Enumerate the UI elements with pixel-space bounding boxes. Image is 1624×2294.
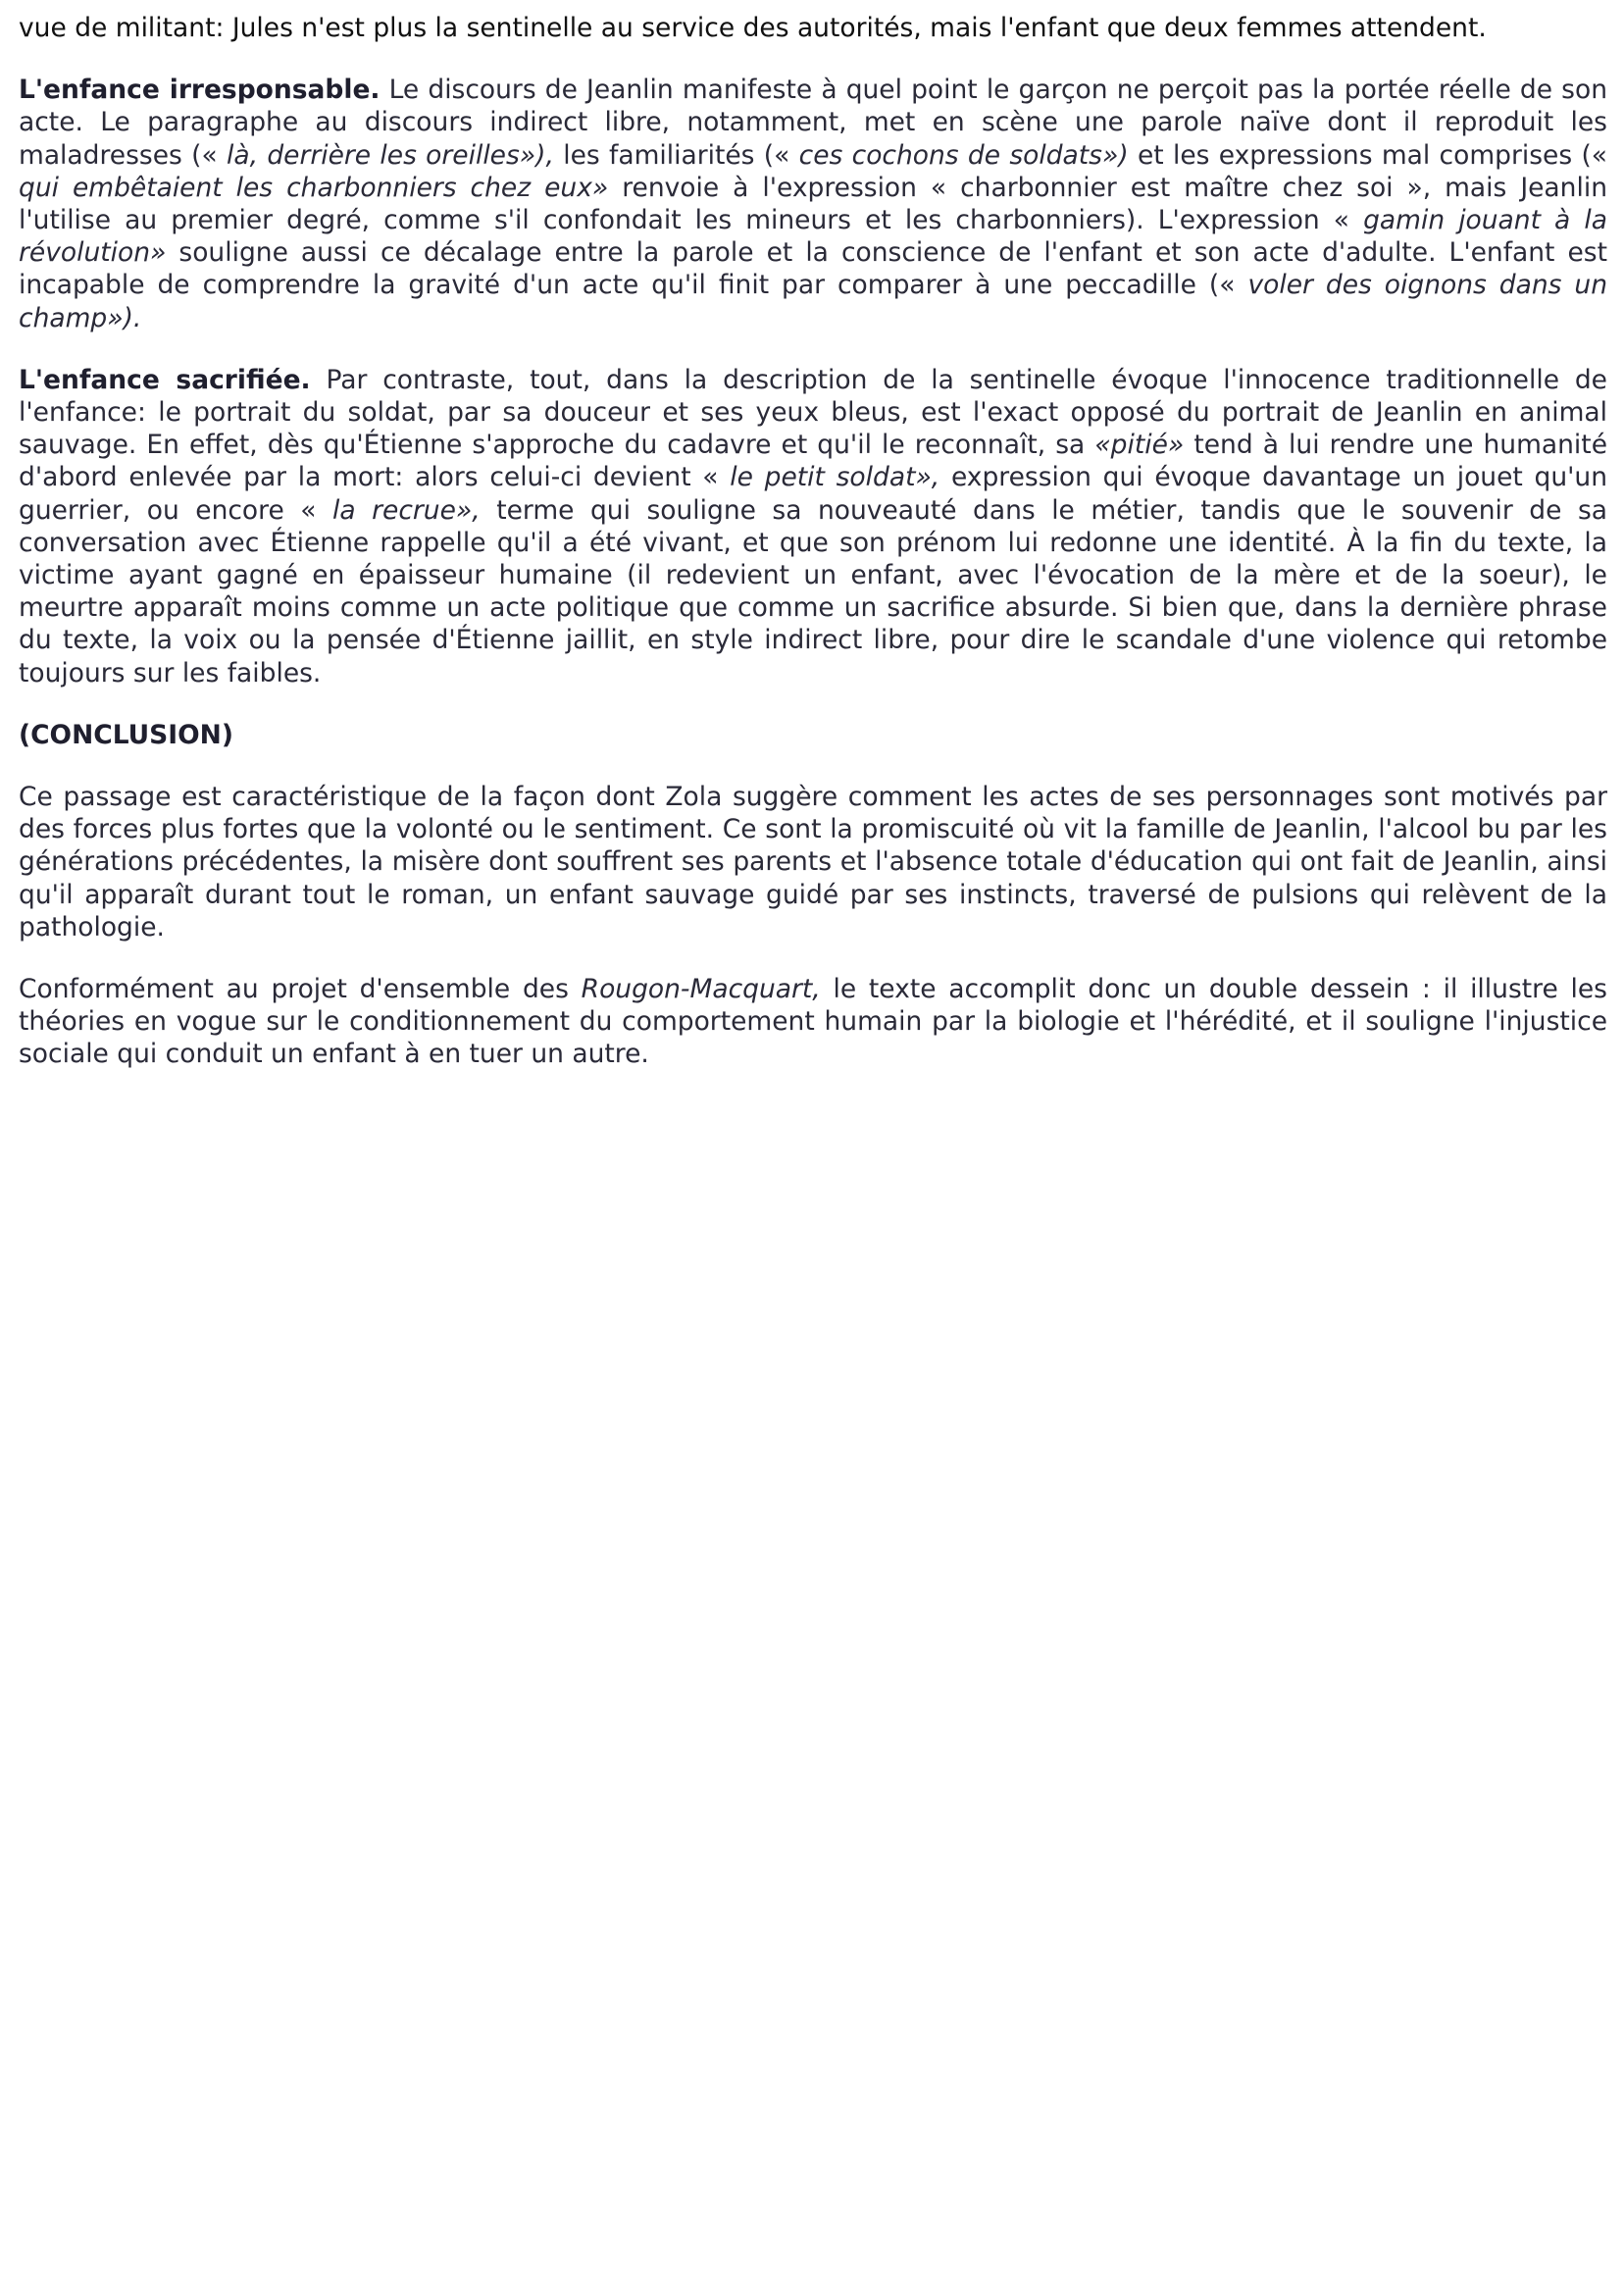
text-run: expression qui évoque davantage un jouet qu'un guerrier, ou encore « (19, 462, 1608, 526)
quote-run: là, derrière les oreilles»), (226, 139, 554, 171)
quote-run: la recrue», (332, 494, 481, 526)
paragraph-conclusion-1 (19, 781, 1607, 943)
quote-run: «pitié» (1094, 430, 1185, 461)
text-run: Le discours de Jeanlin manifeste à quel point le garçon ne perçoit pas la portée réelle de son acte. Le paragraphe au discours indirect libre, notamment, met en scène une parole naïve dont il reproduit les maladresses (« (19, 75, 1607, 171)
quote-run: qui embêtaient les charbonniers chez eux» (19, 172, 609, 203)
text-run: Par contraste, tout, dans la description de la sentinelle évoque l'innocence traditionnelle de l'enfance: le portrait du soldat, par sa douceur et ses yeux bleus, est l'exact opposé du portrait de Jeanlin en animal sauvage. En effet, dès qu'Étienne s'approche du cadavre et qu'il le reconnaît, sa (19, 364, 1607, 461)
section-heading-conclusion: (CONCLUSION) (19, 719, 233, 750)
book-title: Rougon-Macquart, (581, 974, 821, 1005)
text-run: vue de militant: Jules n'est plus la sentinelle au service des autorités, mais l'enfant que deux femmes attendent. (19, 13, 1487, 43)
text-run: Ce passage est caractéristique de la façon dont Zola suggère comment les actes de ses personnages sont motivés par des forces plus fortes que la volonté ou le sentiment. Ce sont la promiscuité où vit la famille de Jeanlin, l'alcool bu par les générations précédentes, la misère dont souffrent ses parents et l'absence totale d'éducation qui ont fait de Jeanlin, ainsi qu'il apparaît durant tout le roman, un enfant sauvage guidé par ses instincts, traversé de pulsions qui relèvent de la pathologie. (19, 782, 1607, 943)
text-run: renvoie à l'expression « charbonnier est maître chez soi », mais Jeanlin l'utilise au premier degré, comme s'il confondait les mineurs et les charbonniers). L'expression « (19, 172, 1607, 236)
paragraph-lead: L'enfance irresponsable. (19, 75, 381, 106)
paragraph-conclusion-2 (19, 973, 1607, 1071)
text-run: le texte accomplit donc un double dessein : il illustre les théories en vogue sur le conditionnement du comportement humain par la biologie et l'hérédité, et il souligne l'injustice sociale qui conduit un enfant à en tuer un autre. (19, 974, 1607, 1070)
quote-run: le petit soldat», (730, 462, 940, 493)
document-page (19, 12, 1607, 1100)
quote-run: ces cochons de soldats») (798, 139, 1129, 171)
text-run: tend à lui rendre une humanité d'abord enlevée par la mort: alors celui-ci devient « (19, 430, 1607, 493)
paragraph-irresponsible-childhood (19, 74, 1607, 334)
paragraph-lead: L'enfance sacrifiée. (19, 364, 311, 395)
text-run: Conformément au projet d'ensemble des (19, 974, 582, 1005)
text-run: souligne aussi ce décalage entre la parole et la conscience de l'enfant et son acte d'adulte. L'enfant est incapable de comprendre la gravité d'un acte qu'il finit par comparer à une peccadille (« (19, 237, 1607, 301)
text-run: les familiarités (« (553, 139, 799, 171)
paragraph-sacrificed-childhood (19, 364, 1607, 689)
quote-run: gamin jouant à la révolution» (19, 205, 1607, 269)
quote-run: voler des oignons dans un champ»). (19, 270, 1608, 333)
text-run: et les expressions mal comprises (« (1128, 139, 1608, 171)
paragraph-continuation (19, 12, 1607, 44)
text-run: terme qui souligne sa nouveauté dans le métier, tandis que le souvenir de sa conversation avec Étienne rappelle qu'il a été vivant, et que son prénom lui redonne une identité. À la fin du texte, la victime ayant gagné en épaisseur humaine (il redevient un enfant, avec l'évocation de la mère et de la soeur), le meurtre apparaît moins comme un acte politique que comme un sacrifice absurde. Si bien que, dans la dernière phrase du texte, la voix ou la pensée d'Étienne jaillit, en style indirect libre, pour dire le scandale d'une violence qui retombe toujours sur les faibles. (19, 494, 1607, 688)
